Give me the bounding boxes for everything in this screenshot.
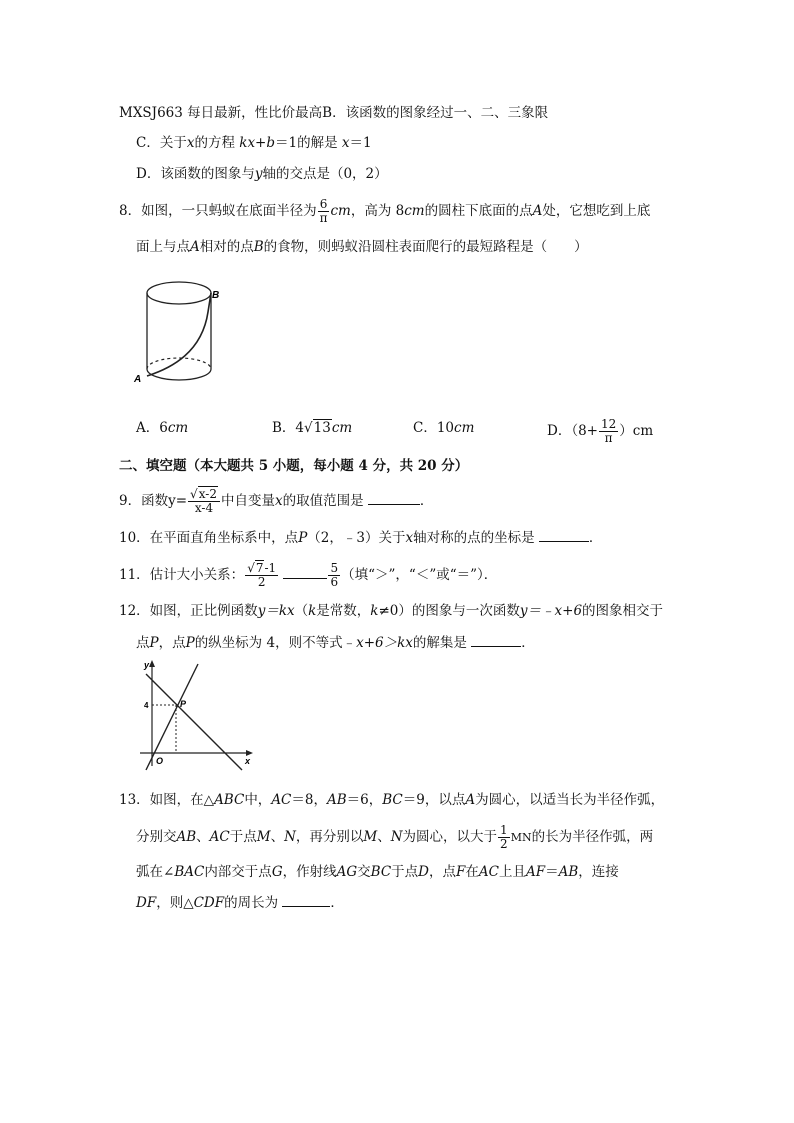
question-13-line-4: DF，则△CDF的周长为 ． [136, 895, 344, 911]
question-8-line-2: 面上与点A相对的点B的食物，则蚂蚁沿圆柱表面爬行的最短路程是（ ） [136, 239, 588, 255]
question-12-line-1: 12．如图，正比例函数y＝kx（k是常数，k≠0）的图象与一次函数y＝﹣x+6的图象相交于 [119, 603, 664, 619]
x-axis-label: x [245, 756, 251, 766]
question-12-line-2: 点P，点P的纵坐标为 4，则不等式﹣x+6＞kx的解集是 ． [136, 635, 535, 651]
header-line [119, 103, 548, 123]
q7-option-c: C．关于x的方程 kx+b＝1的解是 x＝1 [136, 135, 372, 151]
question-9: 9．函数y= $\frac{√x-2}{x-4}$ 中自变量x的取值范围是 ． [119, 487, 434, 515]
answer-blank[interactable] [471, 633, 521, 647]
label-b: B [212, 290, 220, 301]
answer-blank[interactable] [539, 528, 589, 542]
question-10: 10．在平面直角坐标系中，点P（2，﹣3）关于x轴对称的点的坐标是 ． [119, 530, 603, 546]
section-heading: 二、填空题（本大题共 5 小题，每小题 4 分，共 20 分） [119, 458, 469, 474]
q8-option-d: D．（8+ $\frac{12}{\pi}$ ）cm [547, 417, 654, 445]
cylinder-figure [132, 272, 227, 390]
fraction-6-pi: $\frac{6}{\pi}$ [319, 197, 328, 225]
origin-label: O [156, 756, 164, 766]
label-a: A [134, 374, 142, 385]
header-text: MXSJ663 每日最新，性比价最高B．该函数的图象经过一、二、三象限 [119, 105, 549, 121]
question-13-line-3: 弧在∠BAC内部交于点G，作射线AG交BC于点D，点F在AC上且AF＝AB，连接 [136, 864, 619, 880]
question-11: 11．估计大小关系： $\frac{√7-1}{2}$ $\frac{5}{6}$ （填“＞”，“＜”或“＝”）． [119, 561, 498, 589]
tick-4-label: 4 [144, 701, 149, 710]
question-8-line-1: 8．如图，一只蚂蚁在底面半径为 $\frac{6}{\pi}$ cm，高为 8cm的圆柱下底面的点A处，它想吃到上底 [119, 197, 651, 225]
answer-blank[interactable] [283, 565, 327, 579]
q8-option-c: C．10cm [413, 420, 475, 436]
question-13-line-2: 分别交AB、AC于点M、N，再分别以M、N为圆心，以大于 $\frac{1}{2}$ MN的长为半径作弧，两 [136, 823, 654, 851]
q8-option-a: A．6cm [136, 420, 189, 436]
answer-blank[interactable] [368, 491, 420, 505]
point-p-label: P [180, 699, 187, 709]
answer-blank[interactable] [282, 893, 330, 907]
y-axis-label: y [144, 660, 150, 670]
q7-option-d: D．该函数的图象与y轴的交点是（0，2） [136, 166, 388, 182]
q8-option-b: B．4√13cm [272, 420, 353, 436]
q12-graph [136, 658, 256, 773]
question-13-line-1: 13．如图，在△ABC中，AC＝8，AB＝6，BC＝9，以点A为圆心，以适当长为半径作弧， [119, 792, 665, 808]
